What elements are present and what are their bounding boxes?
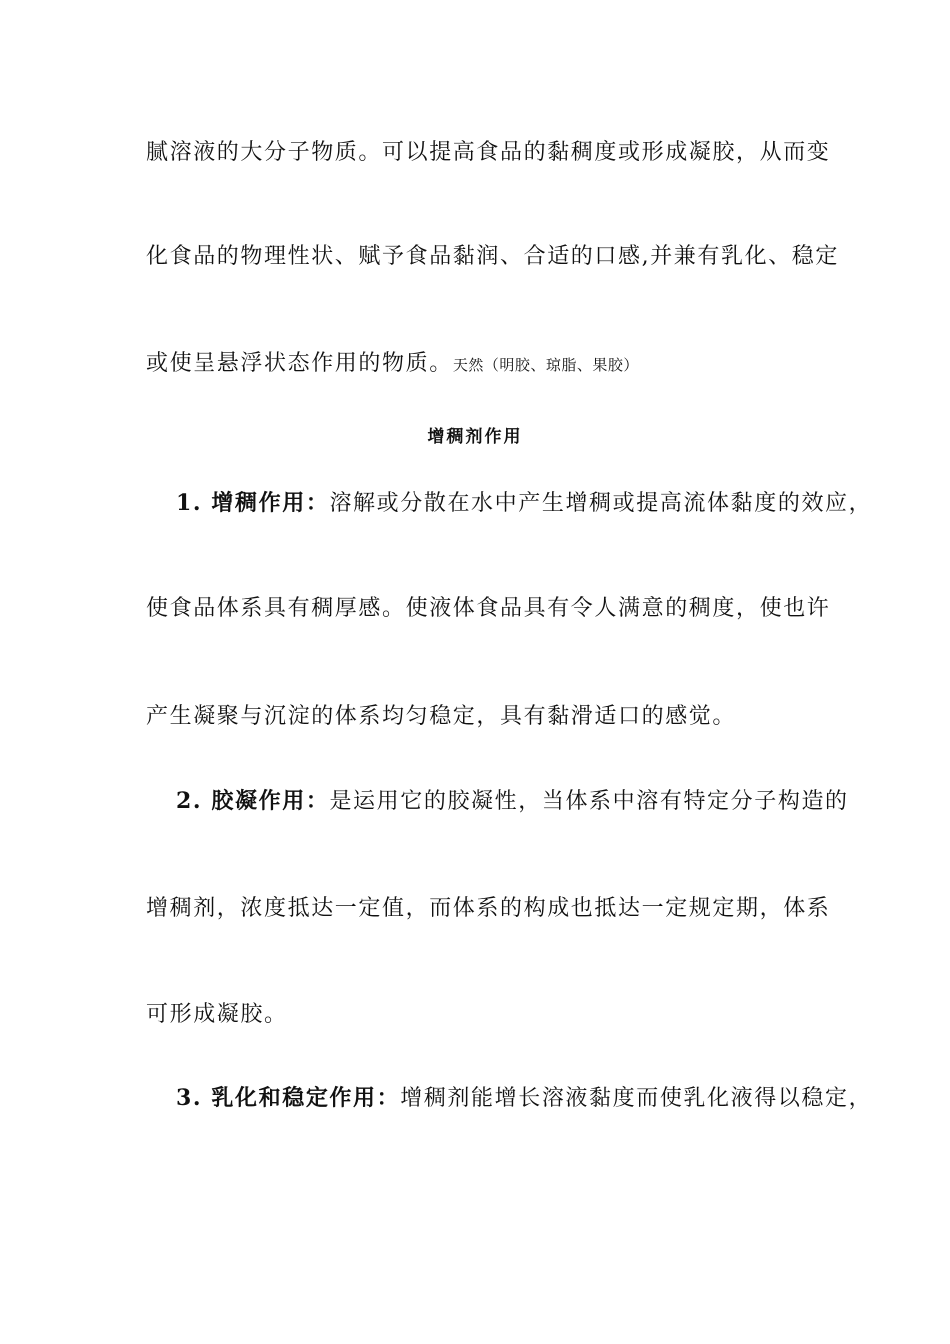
item-3-line-1 [176, 1083, 872, 1114]
item-2-label: 2. 胶凝作用： [176, 788, 330, 814]
item-1-line-1 [176, 488, 872, 519]
intro-line-1: 腻溶液的大分子物质。可以提高食品的黏稠度或形成凝胶，从而变 [146, 140, 831, 165]
item-2-line-2: 增稠剂，浓度抵达一定值，而体系的构成也抵达一定规定期，体系 [146, 896, 831, 921]
item-3-text-1: 增稠剂能增长溶液黏度而使乳化液得以稳定， [400, 1086, 873, 1111]
item-2-line-1 [176, 786, 849, 817]
item-2-line-3: 可形成凝胶。 [146, 1002, 288, 1027]
item-3-label: 3. 乳化和稳定作用： [176, 1085, 401, 1111]
section-heading: 增稠剂作用 [427, 427, 523, 447]
item-1-label: 1. 增稠作用： [176, 490, 330, 516]
item-1-line-2: 使食品体系具有稠厚感。使液体食品具有令人满意的稠度，使也许 [146, 596, 831, 621]
intro-line-2: 化食品的物理性状、赋予食品黏润、合适的口感,并兼有乳化、稳定 [146, 244, 839, 269]
intro-line-3-text: 或使呈悬浮状态作用的物质。 [146, 351, 453, 376]
item-1-line-3: 产生凝聚与沉淀的体系均匀稳定，具有黏滑适口的感觉。 [146, 704, 737, 729]
item-2-text-1: 是运用它的胶凝性，当体系中溶有特定分子构造的 [329, 789, 849, 814]
intro-note: 天然（明胶、琼脂、果胶） [452, 356, 639, 374]
intro-line-3 [146, 349, 639, 380]
item-1-text-1: 溶解或分散在水中产生增稠或提高流体黏度的效应， [329, 491, 873, 516]
